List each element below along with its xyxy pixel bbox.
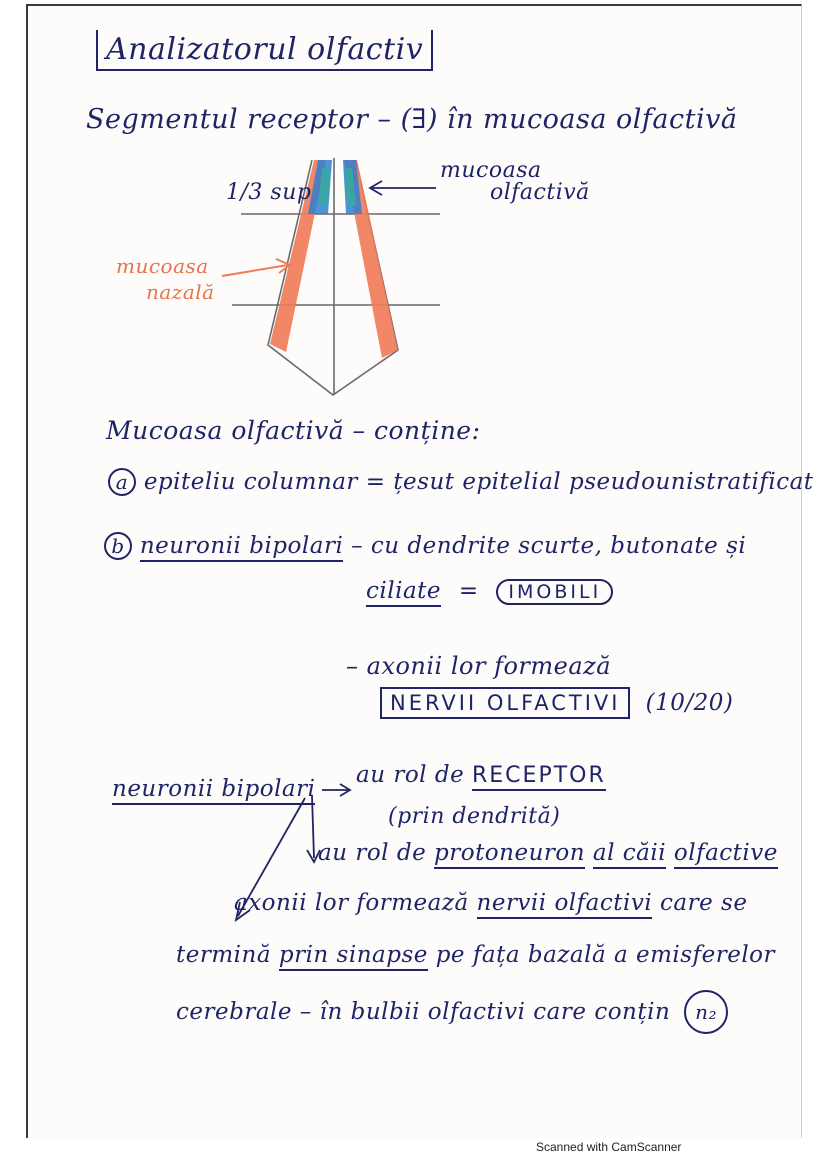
scanner-watermark: Scanned with CamScanner bbox=[536, 1140, 682, 1154]
axon-line2-a: termină bbox=[176, 942, 272, 968]
role-receptor: RECEPTOR bbox=[472, 763, 606, 791]
item-b-term: neuronii bipolari bbox=[140, 533, 343, 562]
label-nasal-mucosa-line2: nazală bbox=[146, 280, 215, 304]
role-receptor-row bbox=[356, 762, 606, 788]
ciliate-row bbox=[366, 578, 613, 604]
axon-line2-c: pe fața bazală a emisferelor bbox=[435, 942, 776, 968]
axon-line1-a: axonii lor formează bbox=[234, 890, 469, 916]
axon-line-3 bbox=[176, 990, 728, 1034]
segment-heading: Segmentul receptor – (∃) în mucoasa olfactivă bbox=[86, 104, 738, 135]
prin-dendrita: (prin dendrită) bbox=[388, 804, 561, 829]
axon-line1-c: care se bbox=[660, 890, 748, 916]
bipolar-term: neuronii bipolari bbox=[112, 776, 315, 805]
axon-line-2 bbox=[176, 942, 775, 968]
item-b-row bbox=[104, 532, 746, 560]
role-proto-prefix: au rol de bbox=[318, 840, 427, 866]
item-b-marker: b bbox=[104, 532, 132, 560]
item-b-text: – cu dendrite scurte, butonate și bbox=[351, 533, 747, 559]
label-olfactive-mucosa-line1: mucoasa bbox=[440, 158, 542, 183]
role-proto-row bbox=[318, 840, 778, 866]
mucosa-heading: Mucoasa olfactivă – conține: bbox=[106, 416, 481, 445]
axon-line-1 bbox=[234, 890, 747, 916]
n2-circle: n₂ bbox=[684, 990, 728, 1034]
nervi-count: (10/20) bbox=[645, 690, 734, 716]
ciliate-term: ciliate bbox=[366, 578, 441, 607]
nervi-row bbox=[380, 690, 733, 716]
page-title: Analizatorul olfactiv bbox=[96, 30, 433, 71]
item-a-text: epiteliu columnar = țesut epitelial pseudounistratificat bbox=[143, 469, 814, 495]
axon-line2-b: prin sinapse bbox=[279, 942, 428, 971]
role-proto-mid: al căii bbox=[593, 840, 666, 869]
nervi-box: NERVII OLFACTIVI bbox=[380, 687, 630, 719]
label-nasal-mucosa-line1: mucoasa bbox=[116, 254, 209, 278]
label-one-third-sup: 1/3 sup bbox=[226, 180, 312, 205]
axon-text: – axonii lor formează bbox=[346, 652, 612, 680]
item-a-row bbox=[108, 468, 814, 496]
nasal-arrow bbox=[222, 259, 290, 276]
olfactive-arrow bbox=[370, 181, 436, 195]
role-proto-end: olfactive bbox=[674, 840, 778, 869]
ciliate-equals: = bbox=[458, 578, 479, 604]
item-a-marker: a bbox=[108, 468, 136, 496]
role-proto: protoneuron bbox=[434, 840, 585, 869]
axon-line1-b: nervii olfactivi bbox=[477, 890, 653, 919]
role-receptor-prefix: au rol de bbox=[356, 762, 465, 788]
imobili-oval: IMOBILI bbox=[496, 579, 613, 605]
label-olfactive-mucosa-line2: olfactivă bbox=[490, 180, 590, 205]
axon-line3-a: cerebrale – în bulbii olfactivi care conțin bbox=[176, 999, 671, 1025]
